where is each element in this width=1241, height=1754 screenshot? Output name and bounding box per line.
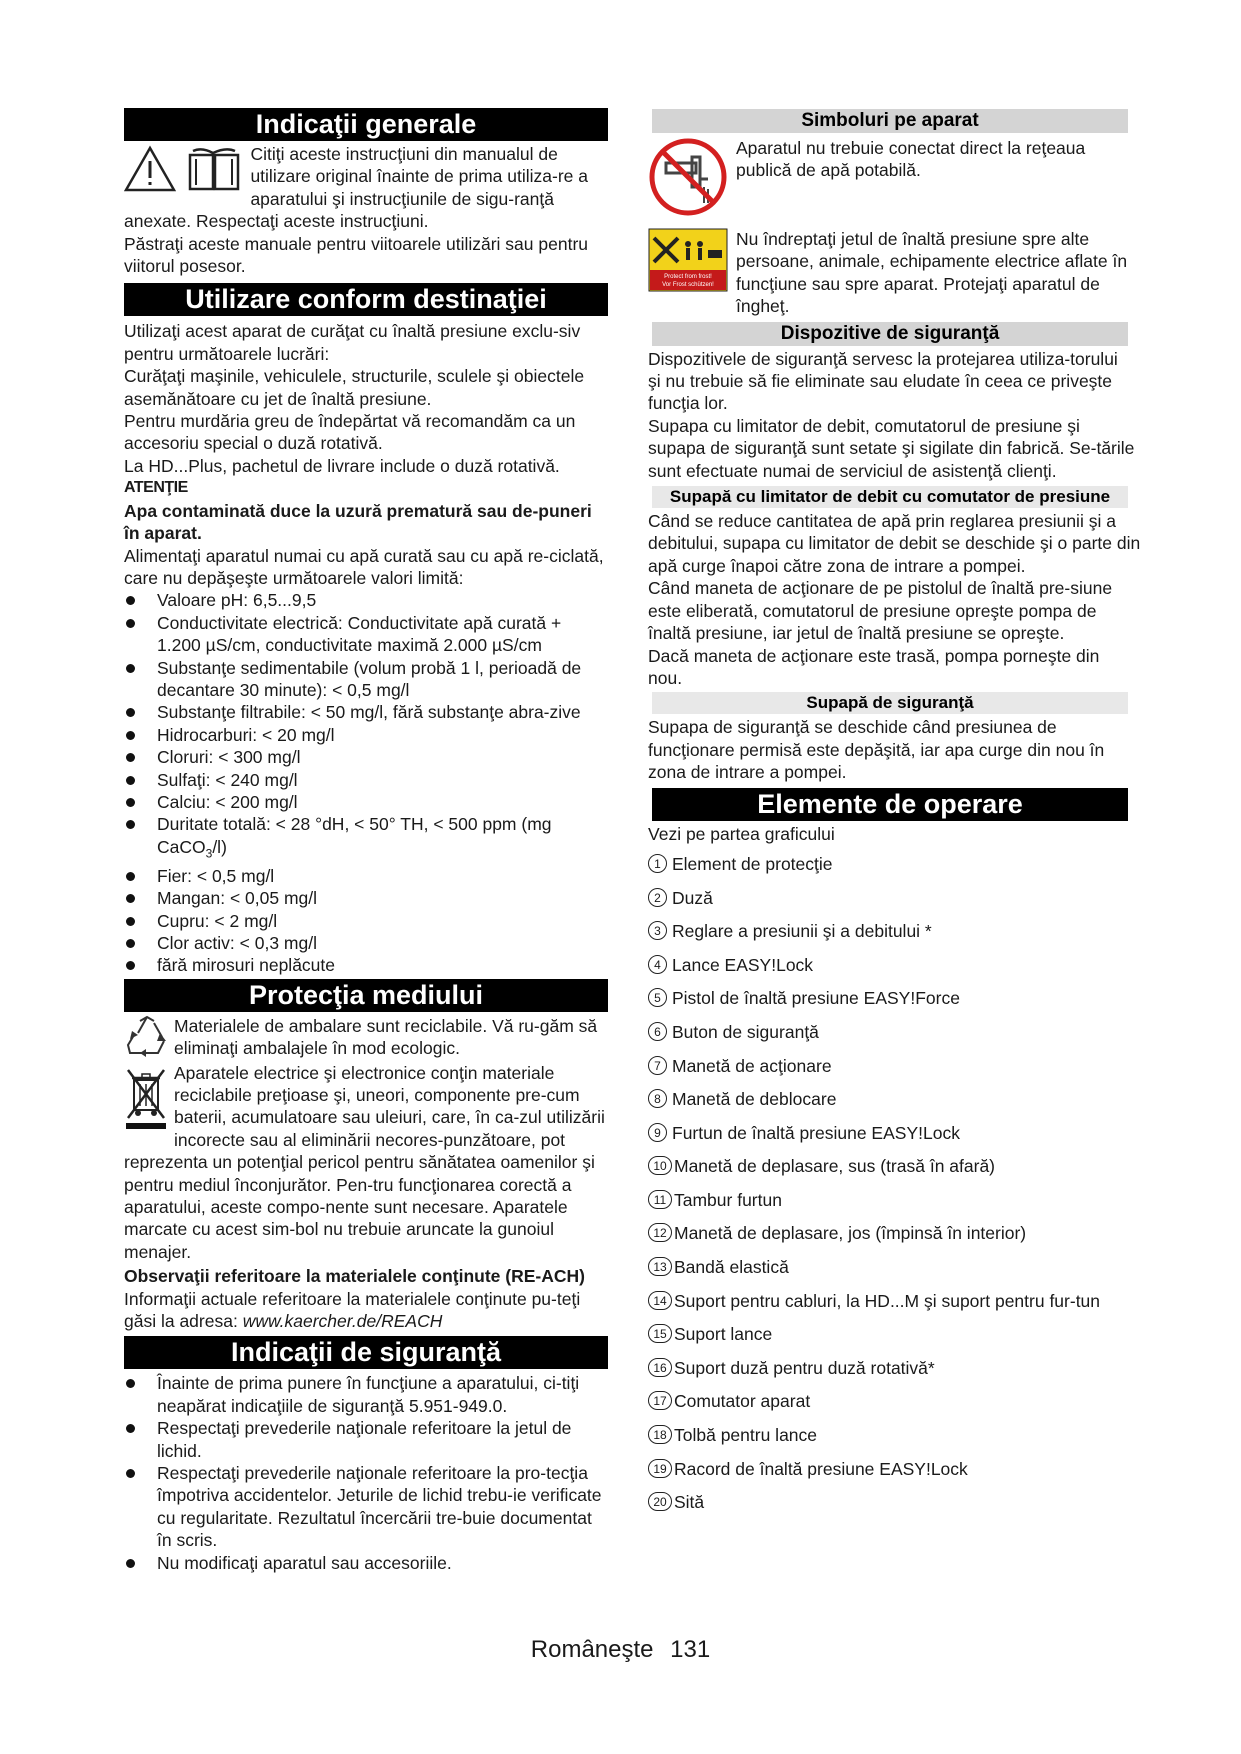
list-item [648,1390,1135,1412]
safety-list [124,1372,608,1574]
attention-label: ATENŢIE [124,479,188,497]
list-item-hardness [124,813,608,864]
intended-text-2: Curăţaţi maşinile, vehiculele, structurile, sculele şi obiectele asemănătoare cu jet de înaltă presiune. [124,366,585,409]
general-heading: Indicaţii generale [124,108,608,141]
list-item: Valoare pH: 6,5...9,5 [124,589,608,611]
list-item [648,1491,1135,1513]
manual-book-icon [186,145,242,198]
safety-heading: Indicaţii de siguranţă [124,1336,608,1369]
devices-text-2: Supapa cu limitator de debit, comutatorul de presiune şi supapa de siguranţă sunt setate şi sigilate din fabrică. Se-tările sunt efectuate numai de serviciul de asistenţă clienţi. [648,415,1135,481]
list-item [648,1122,1135,1144]
reach-text [124,1288,608,1333]
list-item [648,1088,1135,1110]
item-label: Manetă de acţionare [672,1055,832,1076]
item-label: Suport pentru cabluri, la HD...M şi suport pentru fur-tun [674,1290,1101,1311]
item-number: 12 [648,1223,672,1242]
item-label: Reglare a presiunii şi a debitului * [672,921,932,942]
crossed-bin-icon [124,1066,172,1137]
item-number: 14 [648,1291,672,1310]
list-item [648,1055,1135,1077]
intended-use-section [124,320,608,976]
item-label: Bandă elastică [674,1257,789,1278]
frost-label-1: Protect from frost! [664,274,712,280]
item-number: 5 [648,988,667,1007]
item-label: Buton de siguranţă [672,1021,819,1042]
intended-text-3: Pentru murdăria greu de îndepărtat vă recomandăm ca un accesoriu special o duză rotativă. [124,411,576,454]
item-number: 16 [648,1358,672,1377]
devices-text-1: Dispozitivele de siguranţă servesc la protejarea utiliza-torului şi nu trebuie să fie eliminate sau eludate în ceea ce priveşte funcţia lor. [648,348,1118,414]
item-label: Suport lance [674,1324,773,1345]
hardness-subscript: 3 [205,846,213,861]
safety-valve-text: Supapa de siguranţă se deschide când presiunea de funcţionare permisă este depăşită, iar apa curge din nou în zona de intrare a pompei. [648,717,1105,783]
item-label: Sită [674,1492,705,1513]
reach-heading: Observaţii referitoare la materialele conţinute (RE-ACH) [124,1266,585,1287]
attention-warning: Apa contaminată duce la uzură prematură sau de-puneri în aparat. [124,500,592,544]
safety-valve-heading: Supapă de siguranţă [652,692,1128,714]
list-item: Respectaţi prevederile naţionale referitoare la jetul de lichid. [124,1417,608,1462]
symbol-text-jet: Nu îndreptaţi jetul de înaltă presiune spre alte persoane, animale, echipamente electrice aflate în funcţiune sau spre aparat. Protejaţi aparatul de îngheţ. [736,229,1128,317]
list-item [648,920,1135,942]
list-item [648,1021,1135,1043]
list-item: Hidrocarburi: < 20 mg/l [124,724,608,746]
list-item [648,954,1135,976]
item-number: 18 [648,1425,672,1444]
general-section [124,143,608,277]
item-number: 4 [648,955,667,974]
list-item: Conductivitate electrică: Conductivitate apă curată + 1.200 µS/cm, conductivitate maximă 2.000 µS/cm [124,612,608,657]
footer-language: Româneşte [530,1636,654,1663]
list-item: Sulfaţi: < 240 mg/l [124,769,608,791]
list-item: Cupru: < 2 mg/l [124,910,608,932]
symbol-row-jet [648,228,1135,318]
item-label: Furtun de înaltă presiune EASY!Lock [672,1122,960,1143]
list-item: Substanţe filtrabile: < 50 mg/l, fără substanţe abra-zive [124,701,608,723]
item-number: 11 [648,1190,672,1209]
reach-text-lead: Informaţii actuale referitoare la materialele conţinute pu-teţi găsi la adresa: [124,1288,581,1331]
item-number: 3 [648,921,667,940]
symbol-text-water: Aparatul nu trebuie conectat direct la reţeaua publică de apă potabilă. [736,138,1086,181]
recycling-icon [124,1015,172,1064]
list-item [648,1323,1135,1345]
item-number: 8 [648,1089,667,1108]
environment-icons [124,1015,172,1137]
page-footer [0,1635,1241,1665]
item-label: Suport duză pentru duză rotativă* [674,1357,935,1378]
environment-section [124,1015,608,1333]
item-number: 13 [648,1257,672,1276]
list-item: Înainte de prima punere în funcţiune a aparatului, ci-tiţi neapărat indicaţiile de siguranţă 5.951-949.0. [124,1372,608,1417]
list-item [648,1222,1135,1244]
hardness-text: Duritate totală: < 28 °dH, < 50° TH, < 500 ppm (mg CaCO [157,814,552,857]
list-item [648,987,1135,1009]
list-item: Clor activ: < 0,3 mg/l [124,932,608,954]
valve-text-2: Când maneta de acţionare de pe pistolul de înaltă pre-siune este eliberată, comutatorul de presiune opreşte pompa de înaltă presiune, iar jetul de înaltă presiune se opreşte. [648,578,1113,644]
list-item: Fier: < 0,5 mg/l [124,865,608,887]
list-item [648,1290,1135,1312]
item-label: Manetă de deplasare, sus (trasă în afară) [674,1156,996,1177]
item-number: 2 [648,888,667,907]
no-spray-frost-icon [648,228,728,297]
intended-use-heading: Utilizare conform destinaţiei [124,283,608,316]
item-number: 9 [648,1123,667,1142]
list-item: Respectaţi prevederile naţionale referitoare la pro-tecţia împotriva accidentelor. Jeturile de lichid trebu-ie verificate cu regularitate. Rezultatul încercării tre-buie documentat în scris. [124,1462,608,1552]
item-number: 17 [648,1391,672,1410]
water-limits-list [124,589,608,976]
item-label: Tambur furtun [674,1189,782,1210]
intended-text-5: Alimentaţi aparatul numai cu apă curată sau cu apă re-ciclată, care nu depăşeşte următoarele valori limită: [124,545,604,588]
intended-text-1: Utilizaţi acest aparat de curăţat cu înaltă presiune exclu-siv pentru următoarele lucrări: [124,321,581,364]
item-number: 6 [648,1022,667,1041]
reach-link[interactable]: www.kaercher.de/REACH [242,1311,443,1331]
safety-devices-heading: Dispozitive de siguranţă [652,322,1128,346]
list-item: Cloruri: < 300 mg/l [124,746,608,768]
right-column [648,108,1141,1525]
symbol-row-water [648,137,1135,222]
intended-text-4: La HD...Plus, pachetul de livrare include o duză rotativă. [124,455,560,476]
item-label: Racord de înaltă presiune EASY!Lock [674,1458,968,1479]
no-drinking-water-icon [648,137,728,222]
general-text-2: Păstraţi aceste manuale pentru viitoarele utilizări sau pentru viitorul posesor. [124,233,588,277]
list-item [648,887,1135,909]
item-number: 7 [648,1056,667,1075]
item-label: Comutator aparat [674,1391,811,1412]
item-number: 20 [648,1492,672,1511]
hardness-unit: /l) [212,836,227,857]
environment-text-2: Aparatele electrice şi electronice conţin materiale reciclabile preţioase şi, uneori, componente pre-cum baterii, acumulatoare sau uleiuri, care, în ca-zul utilizării incorecte sau al eliminării necores-punzătoare, pot reprezenta un potenţial pericol pentru sănătatea oamenilor şi pentru mediul înconjurător. Pen-tru funcţionarea corectă a aparatului, aceste compo-nente sunt necesare. Aparatele marcate cu acest sim-bol nu trebuie aruncate la gunoiul menajer. [124,1062,605,1262]
valve-text-1: Când se reduce cantitatea de apă prin reglarea presiunii şi a debitului, supapa cu limitator de debit se deschide şi o parte din apă curge înapoi către zona de intrare a pompei. [648,511,1141,576]
environment-text-1: Materialele de ambalare sunt reciclabile. Vă ru-găm să eliminaţi ambalajele în mod ecologic. [174,1015,598,1059]
item-label: Lance EASY!Lock [672,954,814,975]
item-number: 10 [648,1156,672,1175]
item-label: Pistol de înaltă presiune EASY!Force [672,988,960,1009]
item-label: Tolbă pentru lance [674,1425,818,1446]
general-text-1: Citiţi aceste instrucţiuni din manualul de utilizare original înainte de prima utiliza-re a aparatului şi instrucţiunile de sigu-ranţă anexate. Respectaţi aceste instrucţiuni. [124,144,588,232]
list-item [648,1256,1135,1278]
valve-heading: Supapă cu limitator de debit cu comutator de presiune [652,486,1128,508]
operating-intro: Vezi pe partea graficului [648,823,835,844]
item-number: 15 [648,1324,672,1343]
operating-elements-list [648,853,1135,1514]
footer-page-number: 131 [670,1636,711,1663]
list-item: Substanţe sedimentabile (volum probă 1 l, perioadă de decantare 30 minute): < 0,5 mg/l [124,657,608,702]
list-item [648,1155,1135,1177]
frost-label-2: Vor Frost schützen! [662,282,714,288]
list-item [648,1424,1135,1446]
item-number: 19 [648,1459,672,1478]
item-label: Duză [672,887,713,908]
list-item: Calciu: < 200 mg/l [124,791,608,813]
list-item: Nu modificaţi aparatul sau accesoriile. [124,1552,608,1574]
list-item [648,1458,1135,1480]
list-item [648,1357,1135,1379]
list-item [648,1189,1135,1211]
left-column [124,108,608,1574]
symbols-heading: Simboluri pe aparat [652,109,1128,133]
list-item [648,853,1135,875]
item-label: Manetă de deplasare, jos (împinsă în interior) [674,1223,1027,1244]
warning-icon [124,145,176,198]
environment-heading: Protecţia mediului [124,979,608,1012]
valve-text-3: Dacă maneta de acţionare este trasă, pompa porneşte din nou. [648,645,1100,688]
list-item: Mangan: < 0,05 mg/l [124,887,608,909]
item-label: Element de protecţie [672,853,833,874]
operating-heading: Elemente de operare [652,788,1128,821]
general-icons [124,145,242,198]
item-number: 1 [648,854,667,873]
list-item: fără mirosuri neplăcute [124,954,608,976]
item-label: Manetă de deblocare [672,1089,837,1110]
